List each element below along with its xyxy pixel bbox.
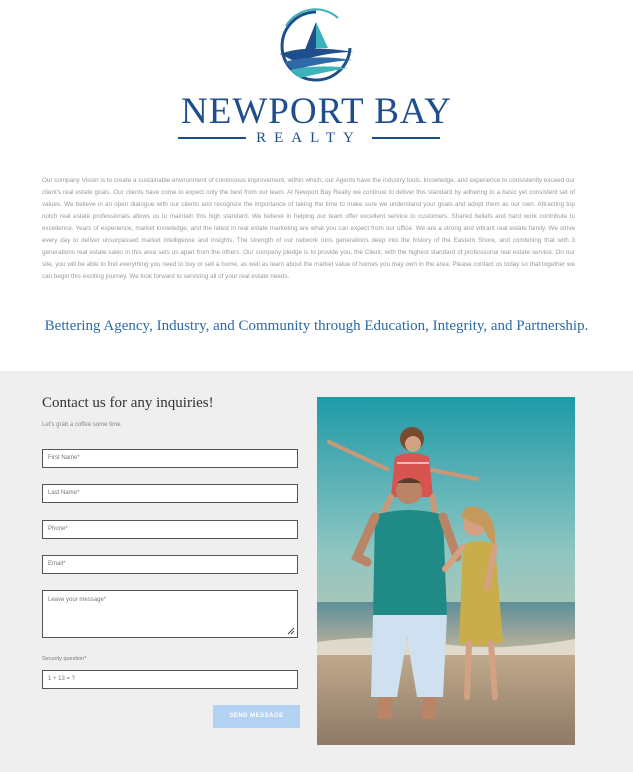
vision-paragraph: Our company Vision is to create a sustainable environment of continuous improvement, within which, our Agents have the industry tools, knowledge, and experience to consistently exceed our client's real estate goals. Our clients have come to expect only the best from our team. At Newport Bay Realty we continue to deliver this standard by adhering to a basic yet consistent set of values. We believe in an open dialogue with our clients and recognize the importance of taking the time to make sure we understand your goals and adopt them as our own. Attracting top notch real estate professionals allows us to maintain this high standard. We believe in helping our team offer excellent service to customers. Shared beliefs and hard work contribute to excellence. Years of experience, market knowledge, and the latest in real estate marketing are what you can expect from our office. We are a strong and vibrant real estate family. We strive every day to deliver unsurpassed market intelligence and insights. The strength of our network runs generations deep into the history of the Eastern Shore, and combining that with 3 generations real estate sales in this area sets us apart from the others. Our company pledge is to provide you, the Client, with the highest standard of professional real estate service. On our site, you will be able to find everything you need to buy or sell a home, as well as learn about the market value of homes you may own in the area. Please contact us today so that together we can begin this exciting journey. We look forward to servicing all of your real estate needs. [42,177,575,280]
phone-placeholder: Phone* [48,526,68,532]
right-rule [372,137,440,139]
contact-title: Contact us for any inquiries! [42,395,214,411]
sailboat-logo-icon [266,8,366,88]
last-name-field[interactable] [42,484,298,503]
message-field[interactable] [42,590,298,638]
contact-section [0,371,633,772]
contact-subtitle: Let's grab a coffee some time. [42,422,123,428]
brand-logo [0,0,633,150]
security-answer-field[interactable] [42,670,298,689]
first-name-field[interactable] [42,449,298,468]
about-section [0,0,633,371]
last-name-placeholder: Last Name* [48,490,80,496]
family-beach-photo [317,397,575,745]
security-question-text: 1 + 13 = ? [48,676,76,682]
tagline: Bettering Agency, Industry, and Community through Education, Integrity, and Partnership. [44,318,589,334]
email-field[interactable] [42,555,298,574]
phone-field[interactable] [42,520,298,539]
email-placeholder: Email* [48,561,66,567]
brand-subtitle: REALTY [256,130,362,146]
message-placeholder: Leave your message* [48,597,107,603]
family-beach-illustration [317,397,575,745]
security-question-label: Security question* [42,656,87,662]
brand-subtitle-row [178,129,440,149]
send-message-button[interactable]: SEND MESSAGE [213,705,300,728]
first-name-placeholder: First Name* [48,455,80,461]
resize-handle-icon[interactable] [287,627,295,635]
brand-name: NEWPORT BAY [181,91,452,132]
